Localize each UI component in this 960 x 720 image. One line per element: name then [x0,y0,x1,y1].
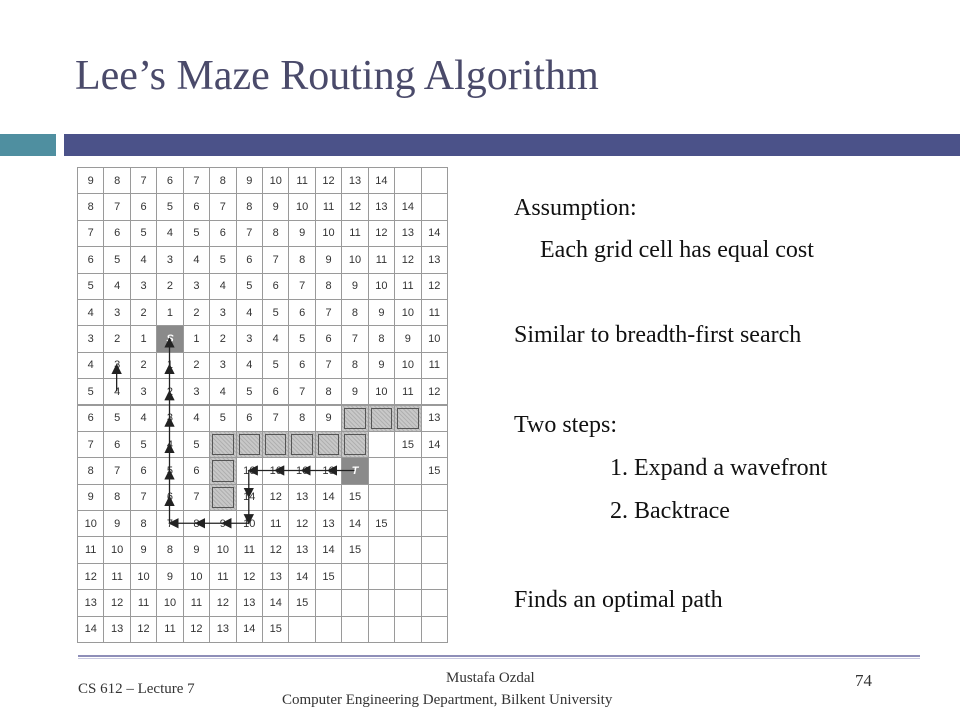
grid-cell: 6 [315,325,342,352]
blocked-cell [315,431,342,458]
grid-cell: 12 [394,246,421,273]
grid-cell: 11 [130,589,157,616]
two-steps-label: Two steps: [514,412,617,438]
grid-cell: 7 [103,457,130,484]
grid-cell: 6 [262,378,289,405]
grid-cell: 12 [288,510,315,537]
grid-cell: 8 [130,510,157,537]
grid-cell: 13 [368,193,395,220]
footer-divider [78,655,920,657]
grid-cell: 4 [130,405,157,432]
accent-bar-teal [0,134,56,156]
grid-cell [394,457,421,484]
target-cell: T [341,457,368,484]
grid-cell [421,167,448,194]
grid-cell: 10 [209,536,236,563]
grid-cell: 9 [103,510,130,537]
grid-cell [288,616,315,643]
grid-cell [421,616,448,643]
grid-cell: 10 [288,193,315,220]
grid-cell: 9 [156,563,183,590]
blocked-cell [209,431,236,458]
grid-cell: 2 [156,273,183,300]
footer-department: Computer Engineering Department, Bilkent University [282,692,613,708]
grid-cell [394,536,421,563]
grid-cell: 15 [341,484,368,511]
grid-cell: 14 [421,431,448,458]
grid-cell [421,193,448,220]
grid-cell: 3 [236,325,263,352]
grid-cell: 3 [130,273,157,300]
grid-cell: 10 [368,378,395,405]
grid-cell: 6 [103,431,130,458]
page-number: 74 [855,671,872,690]
grid-cell: 6 [262,273,289,300]
grid-cell: 11 [394,378,421,405]
blocked-cell [368,405,395,432]
grid-cell: 5 [262,352,289,379]
grid-cell: 11 [262,510,289,537]
grid-cell: 13 [77,589,104,616]
grid-cell: 5 [209,246,236,273]
grid-cell: 7 [236,220,263,247]
grid-cell: 11 [341,220,368,247]
grid-cell [368,536,395,563]
grid-cell: 5 [209,405,236,432]
grid-cell: 9 [209,510,236,537]
grid-cell: 9 [315,246,342,273]
source-cell: S [156,325,183,352]
grid-cell: 7 [103,193,130,220]
assumption-label: Assumption: [514,195,637,221]
grid-cell: 16 [236,457,263,484]
grid-cell: 15 [394,431,421,458]
grid-cell [394,484,421,511]
blocked-cell [394,405,421,432]
similar-text: Similar to breadth-first search [514,322,802,348]
grid-cell [394,589,421,616]
grid-cell: 7 [156,510,183,537]
grid-cell: 9 [394,325,421,352]
grid-cell: 6 [288,299,315,326]
grid-cell: 14 [421,220,448,247]
grid-cell [368,563,395,590]
grid-cell: 8 [183,510,210,537]
grid-cell: 7 [288,378,315,405]
grid-cell: 10 [315,220,342,247]
grid-cell: 6 [209,220,236,247]
grid-cell: 8 [315,273,342,300]
grid-cell: 11 [394,273,421,300]
grid-cell [368,484,395,511]
grid-cell: 14 [236,484,263,511]
grid-cell [394,563,421,590]
grid-cell: 4 [77,299,104,326]
grid-cell: 14 [262,589,289,616]
grid-cell: 3 [183,378,210,405]
grid-cell: 6 [77,246,104,273]
grid-cell: 13 [288,536,315,563]
grid-cell: 6 [130,457,157,484]
grid-cell: 7 [262,246,289,273]
grid-cell: 14 [341,510,368,537]
grid-cell: 7 [209,193,236,220]
grid-cell: 10 [262,167,289,194]
grid-cell: 1 [183,325,210,352]
grid-cell [421,536,448,563]
grid-cell: 13 [315,510,342,537]
grid-cell: 11 [288,167,315,194]
grid-cell: 7 [183,484,210,511]
grid-cell [368,616,395,643]
grid-cell: 9 [183,536,210,563]
grid-cell: 12 [236,563,263,590]
grid-cell: 5 [236,273,263,300]
grid-cell: 9 [368,352,395,379]
grid-cell [341,589,368,616]
grid-cell: 12 [77,563,104,590]
blocked-cell [288,431,315,458]
grid-cell [394,510,421,537]
grid-cell: 3 [183,273,210,300]
grid-cell: 2 [183,299,210,326]
grid-cell: 9 [262,193,289,220]
grid-cell: 5 [156,457,183,484]
grid-cell: 8 [103,167,130,194]
grid-cell [315,589,342,616]
grid-cell: 13 [341,167,368,194]
grid-cell: 12 [262,484,289,511]
grid-cell: 6 [130,193,157,220]
grid-cell: 13 [236,589,263,616]
grid-cell: 3 [130,378,157,405]
grid-cell: 5 [103,246,130,273]
grid-cell: 3 [103,352,130,379]
grid-cell: 8 [315,378,342,405]
assumption-text: Each grid cell has equal cost [540,237,814,263]
footer-author: Mustafa Ozdal [446,670,535,686]
grid-cell: 10 [394,352,421,379]
finds-text: Finds an optimal path [514,587,723,613]
grid-cell: 8 [77,193,104,220]
grid-cell: 2 [209,325,236,352]
grid-cell: 7 [130,167,157,194]
grid-cell: 9 [130,536,157,563]
grid-cell: 12 [341,193,368,220]
grid-cell: 16 [262,457,289,484]
grid-cell: 5 [236,378,263,405]
grid-cell: 9 [77,484,104,511]
grid-cell: 11 [236,536,263,563]
grid-cell: 5 [130,431,157,458]
grid-cell [341,616,368,643]
grid-cell: 8 [209,167,236,194]
grid-cell: 10 [421,325,448,352]
grid-cell: 11 [77,536,104,563]
grid-cell: 9 [77,167,104,194]
grid-cell: 3 [156,405,183,432]
blocked-cell [341,431,368,458]
grid-cell: 4 [262,325,289,352]
grid-cell: 5 [262,299,289,326]
grid-cell: 5 [77,378,104,405]
grid-cell: 4 [77,352,104,379]
grid-cell: 13 [209,616,236,643]
grid-cell: 7 [130,484,157,511]
grid-cell: 8 [77,457,104,484]
grid-cell: 15 [368,510,395,537]
grid-cell: 8 [341,299,368,326]
grid-cell: 8 [156,536,183,563]
grid-cell: 7 [77,431,104,458]
grid-cell: 9 [315,405,342,432]
grid-cell: 11 [183,589,210,616]
grid-cell: 6 [183,193,210,220]
grid-cell: 11 [421,299,448,326]
grid-cell: 2 [130,299,157,326]
grid-cell: 1 [156,299,183,326]
grid-cell: 4 [103,378,130,405]
step-1-text: 1. Expand a wavefront [610,455,828,481]
grid-cell: 7 [262,405,289,432]
grid-cell: 14 [77,616,104,643]
grid-cell: 8 [262,220,289,247]
grid-cell: 5 [103,405,130,432]
grid-cell [368,431,395,458]
grid-cell: 8 [288,405,315,432]
grid-cell: 15 [262,616,289,643]
grid-cell: 7 [288,273,315,300]
grid-cell: 6 [156,484,183,511]
grid-cell: 13 [262,563,289,590]
accent-bar-navy [64,134,960,156]
grid-cell: 14 [288,563,315,590]
grid-cell: 5 [288,325,315,352]
grid-cell: 12 [262,536,289,563]
grid-cell: 11 [368,246,395,273]
grid-cell [421,510,448,537]
grid-cell: 8 [368,325,395,352]
grid-cell: 16 [315,457,342,484]
footer-divider-shadow [78,658,920,659]
grid-cell: 10 [183,563,210,590]
grid-cell: 3 [209,352,236,379]
grid-cell: 9 [341,273,368,300]
grid-cell: 12 [421,378,448,405]
grid-cell: 5 [156,193,183,220]
grid-cell: 10 [368,273,395,300]
grid-cell: 12 [315,167,342,194]
grid-cell: 6 [103,220,130,247]
grid-cell: 9 [236,167,263,194]
blocked-cell [209,457,236,484]
grid-cell: 4 [209,273,236,300]
blocked-cell [341,405,368,432]
grid-cell: 4 [183,405,210,432]
footer-course: CS 612 – Lecture 7 [78,681,195,697]
grid-cell: 4 [156,220,183,247]
grid-cell: 6 [236,246,263,273]
grid-cell: 12 [103,589,130,616]
grid-cell: 4 [156,431,183,458]
grid-cell: 13 [288,484,315,511]
grid-cell: 13 [394,220,421,247]
grid-cell: 13 [421,246,448,273]
grid-cell: 4 [103,273,130,300]
grid-cell: 14 [315,484,342,511]
grid-cell [394,167,421,194]
grid-cell: 15 [315,563,342,590]
grid-cell: 6 [77,405,104,432]
grid-cell: 15 [341,536,368,563]
grid-cell: 5 [130,220,157,247]
grid-cell: 14 [315,536,342,563]
grid-cell: 12 [130,616,157,643]
grid-cell: 7 [77,220,104,247]
blocked-cell [236,431,263,458]
grid-cell: 3 [77,325,104,352]
grid-cell: 7 [315,352,342,379]
grid-cell: 4 [130,246,157,273]
grid-cell: 2 [130,352,157,379]
grid-cell: 6 [236,405,263,432]
grid-cell [315,616,342,643]
grid-cell: 10 [236,510,263,537]
grid-cell: 10 [103,536,130,563]
grid-cell: 2 [183,352,210,379]
grid-cell: 10 [394,299,421,326]
grid-cell: 9 [288,220,315,247]
grid-cell: 3 [209,299,236,326]
grid-cell: 8 [103,484,130,511]
grid-cell: 13 [421,405,448,432]
grid-cell: 13 [103,616,130,643]
grid-cell: 4 [183,246,210,273]
grid-cell: 7 [341,325,368,352]
grid-cell: 9 [368,299,395,326]
grid-cell [421,484,448,511]
grid-cell: 15 [288,589,315,616]
grid-cell [341,563,368,590]
grid-cell: 3 [103,299,130,326]
grid-cell: 10 [156,589,183,616]
grid-cell: 2 [103,325,130,352]
grid-cell: 10 [341,246,368,273]
grid-cell [368,457,395,484]
grid-cell: 14 [394,193,421,220]
grid-cell: 11 [315,193,342,220]
grid-cell: 11 [209,563,236,590]
grid-cell: 5 [183,431,210,458]
grid-cell: 9 [341,378,368,405]
grid-cell: 12 [368,220,395,247]
grid-cell: 10 [77,510,104,537]
grid-cell [421,563,448,590]
grid-cell: 6 [183,457,210,484]
grid-cell [394,616,421,643]
grid-cell [368,589,395,616]
grid-cell: 15 [421,457,448,484]
grid-cell: 8 [236,193,263,220]
grid-cell: 6 [288,352,315,379]
step-2-text: 2. Backtrace [610,498,730,524]
grid-cell: 8 [341,352,368,379]
grid-cell: 4 [209,378,236,405]
grid-cell: 14 [236,616,263,643]
grid-cell: 12 [209,589,236,616]
grid-cell: 5 [183,220,210,247]
blocked-cell [262,431,289,458]
grid-cell: 14 [368,167,395,194]
grid-cell: 2 [156,378,183,405]
grid-cell: 5 [77,273,104,300]
grid-cell: 3 [156,246,183,273]
grid-cell: 7 [183,167,210,194]
grid-cell: 12 [183,616,210,643]
grid-cell: 1 [156,352,183,379]
grid-cell: 8 [288,246,315,273]
grid-cell: 12 [421,273,448,300]
grid-cell: 11 [421,352,448,379]
grid-cell: 4 [236,352,263,379]
grid-cell: 6 [156,167,183,194]
grid-cell: 11 [103,563,130,590]
grid-cell: 10 [130,563,157,590]
grid-cell: 1 [130,325,157,352]
maze-grid [77,167,447,642]
grid-cell: 7 [315,299,342,326]
grid-cell: 11 [156,616,183,643]
grid-cell: 4 [236,299,263,326]
blocked-cell [209,484,236,511]
grid-cell: 16 [288,457,315,484]
slide-title: Lee’s Maze Routing Algorithm [75,53,599,99]
grid-cell [421,589,448,616]
